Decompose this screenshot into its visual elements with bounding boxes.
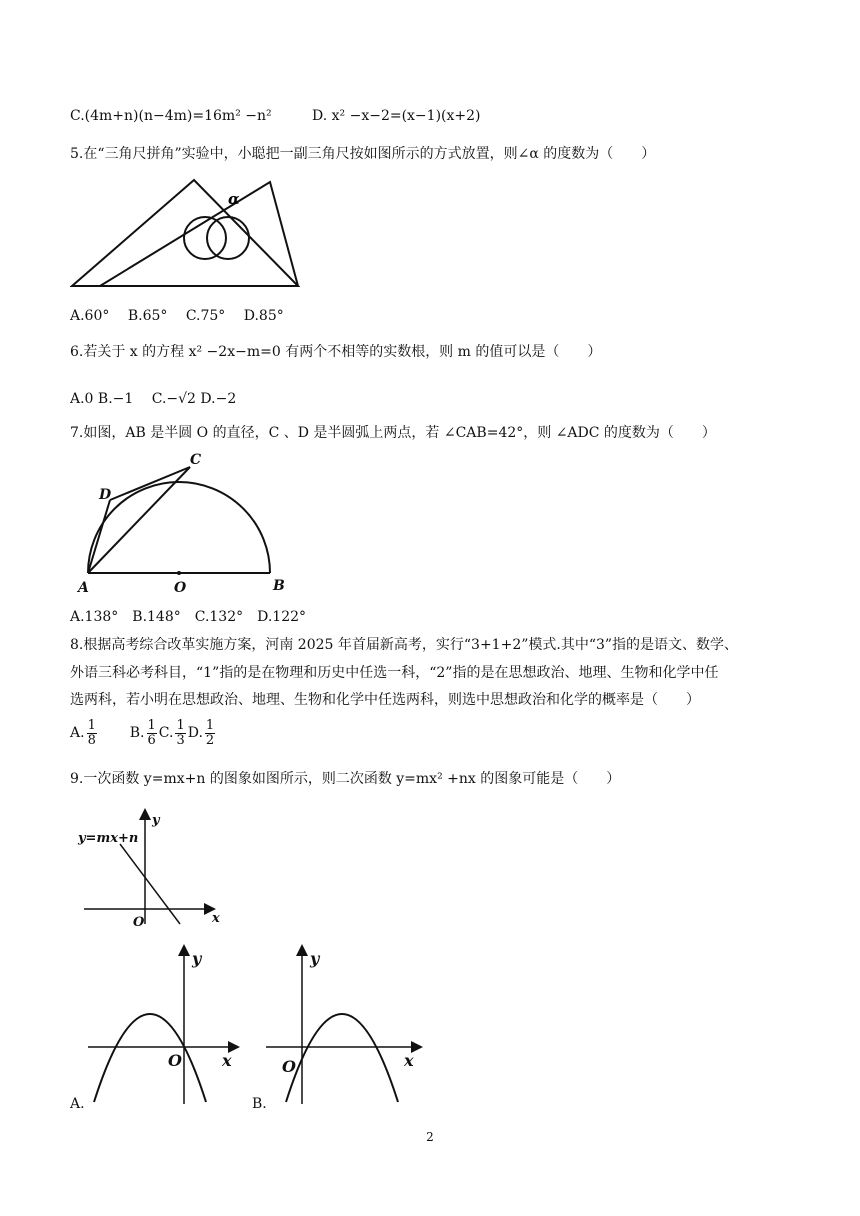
label-c: C (190, 452, 202, 468)
center-point (177, 571, 181, 575)
q5-stem: 5.在“三角尺拼角”实验中，小聪把一副三角尺按如图所示的方式放置，则∠α 的度数为（ ） (70, 146, 656, 162)
label-d: D (99, 487, 112, 503)
x-axis-label: x (212, 911, 220, 926)
q8-option-a-letter: A. (70, 725, 85, 741)
q6-stem: 6.若关于 x 的方程 x² −2x−m=0 有两个不相等的实数根，则 m 的值可以是（ ） (70, 344, 602, 360)
q8-option-b-fraction: $\frac{1}{6}$ (147, 717, 156, 748)
q9-option-b-label: B. (252, 1096, 267, 1112)
label-o: O (174, 580, 187, 596)
q6-options: A.0 B.−1 C.−√2 D.−2 (70, 391, 237, 407)
q8-option-b-letter: B. (129, 725, 145, 741)
q7-stem: 7.如图，AB 是半圆 O 的直径，C 、D 是半圆弧上两点，若 ∠CAB=42°，则 ∠ADC 的度数为（ ） (70, 425, 716, 441)
q8-line-2: 外语三科必考科目，“1”指的是在物理和历史中任选一科，“2”指的是在思想政治、地理、生物和化学中任 (70, 665, 719, 681)
q8-options (70, 714, 217, 752)
q8-line-3: 选两科，若小明在思想政治、地理、生物和化学中任选两科，则选中思想政治和化学的概率是（ ） (70, 692, 700, 708)
q9-stem: 9.一次函数 y=mx+n 的图象如图所示，则二次函数 y=mx² +nx 的图象可能是（ ） (70, 771, 621, 787)
q4-option-d: D. x² −x−2=(x−1)(x+2) (312, 108, 481, 124)
y-axis-label: y (192, 949, 202, 968)
x-axis-label: x (222, 1051, 232, 1070)
q5-triangle-figure (70, 176, 306, 290)
q9-option-a-label: A. (70, 1096, 85, 1112)
origin-label: O (168, 1051, 182, 1070)
q7-semicircle-figure (70, 448, 300, 598)
q9-linear-graph (70, 806, 230, 930)
q9-option-b-graph (262, 942, 427, 1106)
page-number: 2 (426, 1130, 434, 1144)
semicircle-arc (88, 482, 270, 573)
q5-options: A.60° B.65° C.75° D.85° (70, 308, 284, 324)
circle-left (184, 217, 226, 259)
parabola (94, 1014, 206, 1102)
circle-right (207, 217, 249, 259)
q8-option-d-letter: D. (187, 725, 203, 741)
origin-label: O (133, 915, 145, 930)
line-label: y=mx+n (78, 831, 139, 846)
q8-option-c-letter: C. (158, 725, 174, 741)
q8-option-d-fraction: $\frac{1}{2}$ (205, 717, 215, 748)
q7-options: A.138° B.148° C.132° D.122° (70, 609, 307, 625)
origin-label: O (282, 1057, 296, 1076)
parabola (286, 1014, 398, 1102)
label-a: A (78, 580, 89, 596)
label-b: B (273, 578, 285, 594)
y-axis-label: y (310, 949, 320, 968)
y-axis-label: y (152, 813, 160, 828)
q8-line-1: 8.根据高考综合改革实施方案，河南 2025 年首届新高考，实行“3+1+2”模式.其中“3”指的是语文、数学、 (70, 637, 739, 653)
alpha-label: α (228, 190, 240, 208)
q9-option-a-graph (84, 942, 249, 1106)
set-square-2 (100, 182, 298, 286)
chord-dc (110, 467, 190, 500)
linear-function-line (120, 844, 180, 924)
q8-option-a-fraction: $\frac{1}{8}$ (87, 717, 96, 748)
x-axis-label: x (404, 1051, 414, 1070)
q4-option-c: C.(4m+n)(n−4m)=16m² −n² (70, 108, 272, 124)
q8-option-c-fraction: $\frac{1}{3}$ (176, 717, 185, 748)
